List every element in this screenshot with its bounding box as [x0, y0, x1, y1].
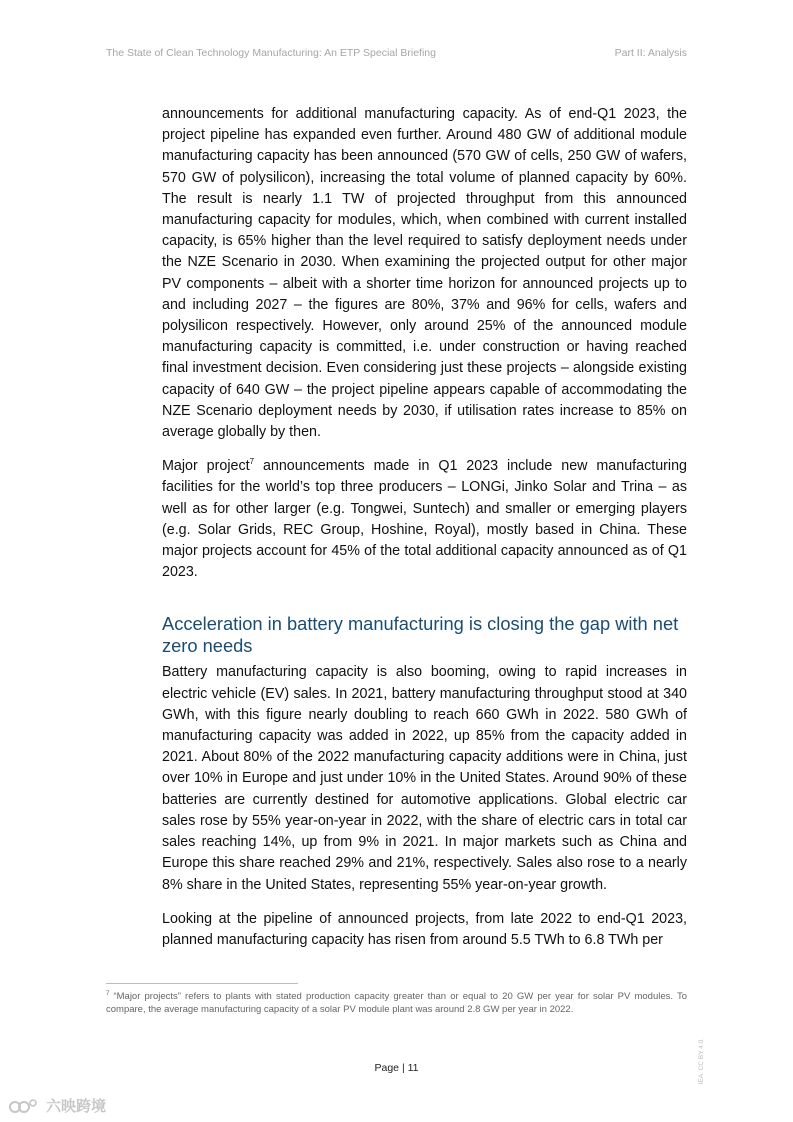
footnote-divider — [106, 983, 298, 984]
paragraph-battery-pipeline: Looking at the pipeline of announced projects, from late 2022 to end-Q1 2023, planned manufacturing capacity has risen from around 5.5 TWh to 6.8 TWh per — [162, 910, 687, 948]
license-notice: IEA. CC BY 4.0. — [698, 1038, 705, 1085]
paragraph-major-projects — [162, 456, 687, 583]
page-separator: | — [399, 1062, 408, 1074]
footnote-marker: 7 — [106, 990, 110, 997]
watermark-text: 六映跨境 — [46, 1098, 107, 1115]
footnote-text: “Major projects” refers to plants with stated production capacity greater than or equal to 20 GW per year for solar PV modules. To compare, the average manufacturing capacity of a solar PV module plant was around 2.8 GW per year in 2022. — [106, 991, 687, 1015]
header-section-label: Part II: Analysis — [614, 47, 687, 59]
footnote-7 — [106, 990, 687, 1016]
header-report-title: The State of Clean Technology Manufacturing: An ETP Special Briefing — [106, 47, 436, 59]
watermark — [8, 1095, 106, 1116]
running-header — [106, 47, 687, 59]
watermark-logo-icon — [8, 1096, 42, 1116]
page-label: Page — [374, 1062, 400, 1074]
main-body — [162, 104, 687, 964]
footnote-ref-7[interactable]: 7 — [249, 457, 255, 467]
page-number-value: 11 — [407, 1062, 419, 1074]
section-heading-battery: Acceleration in battery manufacturing is closing the gap with net zero needs — [162, 613, 679, 656]
para2-text-start: Major project — [162, 458, 250, 475]
para2-text-end: announcements made in Q1 2023 include new manufacturing facilities for the world’s top three producers – LONGi, Jinko Solar and Trina – as well as for other larger (e.g. Tongwei, Suntech) and smaller or emerging players (e.g. Solar Grids, REC Group, Hoshine, Royal), mostly based in China. These major projects account for 45% of the total additional capacity announced as of Q1 2023. — [162, 458, 687, 581]
paragraph-battery-manufacturing: Battery manufacturing capacity is also booming, owing to rapid increases in electric vehicle (EV) sales. In 2021, battery manufacturing throughput stood at 340 GWh, with this figure nearly doubling to reach 660 GWh in 2022. 580 GWh of manufacturing capacity was added in 2022, up 85% from the capacity added in 2021. About 80% of the 2022 manufacturing capacity additions were in China, just over 10% in Europe and just under 10% in the United States. Around 90% of these batteries are currently destined for automotive applications. Global electric car sales rose by 55% year-on-year in 2022, with the share of electric cars in total car sales reaching 14%, up from 9% in 2021. In major markets such as China and Europe this share reached 29% and 21%, respectively. Sales also rose to a nearly 8% share in the United States, representing 55% year-on-year growth. — [162, 664, 687, 893]
page-number — [0, 1062, 793, 1074]
paragraph-solar-pipeline: announcements for additional manufacturing capacity. As of end-Q1 2023, the project pipeline has expanded even further. Around 480 GW of additional module manufacturing capacity has been announced (570 GW of cells, 250 GW of wafers, 570 GW of polysilicon), increasing the total volume of planned capacity by 60%. The result is nearly 1.1 TW of projected throughput from this announced manufacturing capacity for modules, which, when combined with current installed capacity, is 65% higher than the level required to satisfy deployment needs under the NZE Scenario in 2030. When examining the projected output for other major PV components – albeit with a shorter time horizon for announced projects up to and including 2027 – the figures are 80%, 37% and 96% for cells, wafers and polysilicon respectively. However, only around 25% of the announced module manufacturing capacity is committed, i.e. under construction or having reached final investment decision. Even considering just these projects – alongside existing capacity of 640 GW – the project pipeline appears capable of accommodating the NZE Scenario deployment needs by 2030, if utilisation rates increase to 85% on average globally by then. — [162, 106, 687, 441]
